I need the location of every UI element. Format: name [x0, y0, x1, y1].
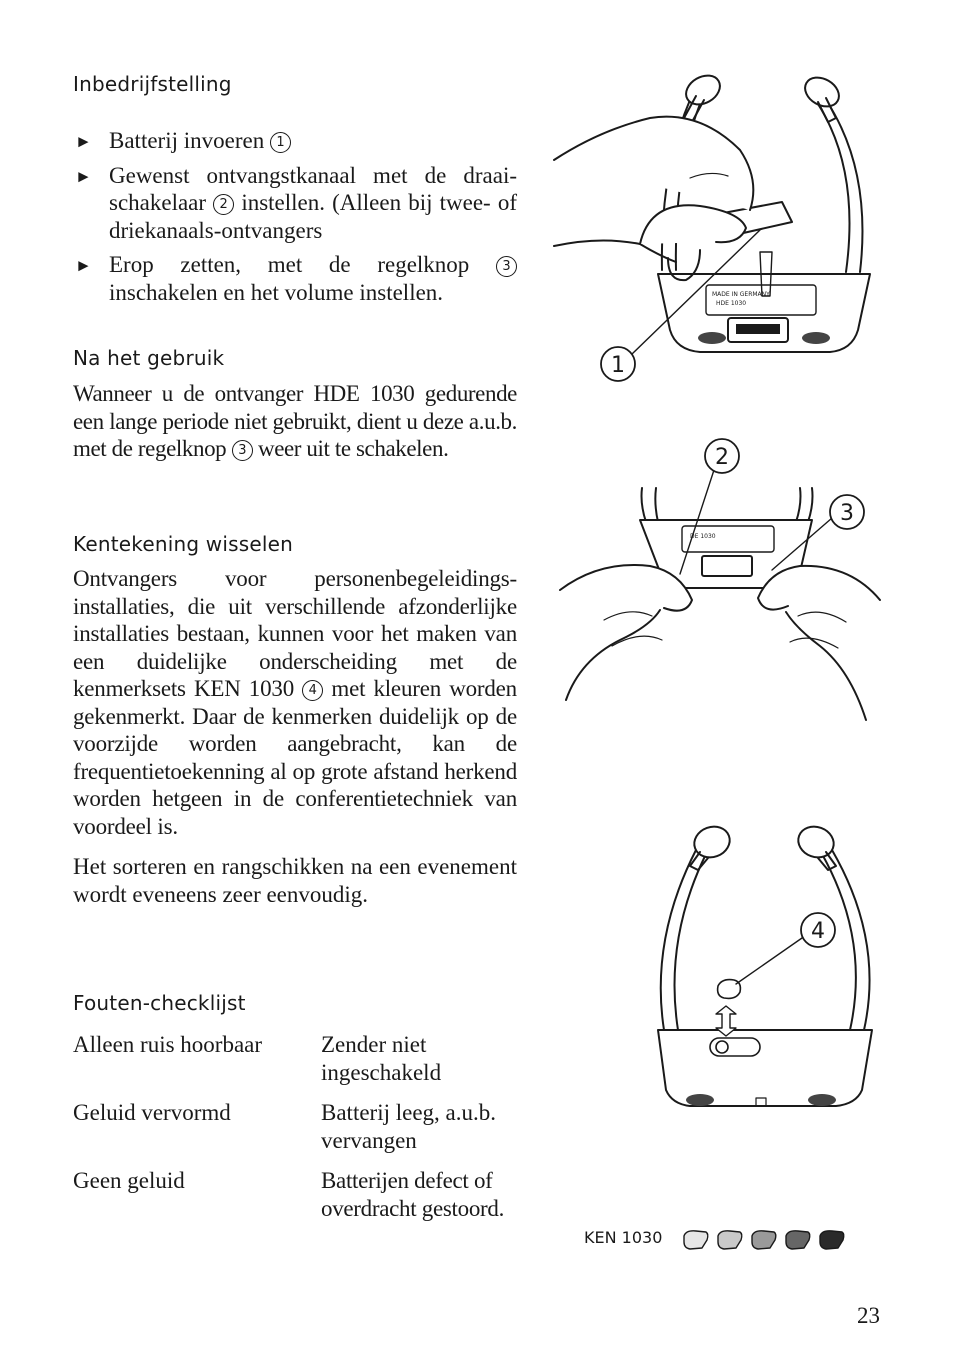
setup-list: [73, 127, 517, 313]
callout-number: 3: [496, 256, 517, 277]
bullet-arrow-icon: ►: [75, 132, 92, 151]
fault-cause: Zender niet ingeschakeld: [321, 1032, 442, 1085]
page-number: 23: [857, 1303, 880, 1328]
ken-color-marker: [786, 1231, 810, 1249]
fault-cause: Batterij leeg, a.u.b. vervangen: [321, 1100, 496, 1153]
callout-label: 1: [611, 353, 625, 378]
heading-marking: Kentekening wisselen: [73, 532, 293, 556]
after-use-paragraph: [73, 380, 517, 463]
callout-number: 1: [270, 132, 291, 153]
after-use-text-post: weer uit te schakelen.: [257, 436, 449, 461]
fault-problem: Geen geluid: [73, 1168, 185, 1193]
ken-color-marker: [752, 1231, 776, 1249]
callout-label: 2: [715, 445, 729, 470]
setup-item: [73, 127, 517, 155]
figure-battery-insert: [554, 70, 870, 381]
marking-paragraph: [73, 565, 517, 840]
earpiece-icon: [690, 822, 734, 870]
bullet-arrow-icon: ►: [75, 166, 92, 186]
fault-problem: Geluid vervormd: [73, 1100, 231, 1125]
marker-icon: [718, 980, 741, 999]
callout-number: 3: [232, 440, 253, 461]
callout-label: 3: [840, 501, 854, 526]
figure-controls: [560, 439, 880, 720]
setup-item-text: Erop zetten, met de regelknop: [109, 252, 470, 277]
setup-item: [73, 251, 517, 306]
ken-color-marker: [684, 1231, 708, 1249]
earpiece-icon: [800, 72, 844, 122]
device-model-label: HDE 1030: [716, 300, 747, 307]
ken-markers: [684, 1231, 844, 1249]
ken-color-marker: [718, 1231, 742, 1249]
setup-item-text-post: inschakelen en het volume instellen.: [109, 279, 444, 305]
bullet-arrow-icon: ►: [75, 256, 92, 275]
marking-paragraph-2: Het sorteren en rangschikken na een evenement wordt eveneens zeer eenvoudig.: [73, 854, 517, 907]
setup-item-text-post: instellen. (Alleen bij twee- of driekanaals-ontvangers: [109, 190, 518, 243]
figure-ken-marker: [658, 822, 872, 1106]
hand-icon: [758, 566, 880, 720]
device-label: MADE IN GERMANY: [712, 291, 770, 298]
marking-text-post: met kleuren worden gekenmerkt. Daar de kenmerken duidelijk op de voorzijde worden aangebracht, kan de frequentietoekenning al op grote afstand herkend worden hetgeen in de conferentietechniek van voordeel is.: [73, 676, 517, 839]
illustrations: [550, 0, 954, 1351]
marking-text: Ontvangers voor personenbegeleidings-installaties, die uit verschillende afzonderlijke installaties bestaan, kunnen voor het maken van een duidelijke onderscheiding met de kenmerksets KEN 1030: [73, 566, 517, 701]
ken-label: KEN 1030: [584, 1228, 663, 1247]
fault-cause: Batterijen defect of overdracht gestoord.: [321, 1168, 505, 1221]
heading-setup: Inbedrijfstelling: [73, 72, 232, 96]
setup-item-text: Batterij invoeren: [109, 128, 265, 153]
after-use-text: Wanneer u de ontvanger HDE 1030 gedurende een lange periode niet gebruikt, dient u deze a.u.b. met de regelknop: [73, 381, 517, 461]
setup-item: [73, 162, 517, 245]
ken-color-marker: [820, 1231, 844, 1249]
fault-problem: Alleen ruis hoorbaar: [73, 1032, 263, 1057]
callout-number: 2: [213, 194, 234, 215]
callout-number: 4: [302, 680, 323, 701]
setup-item-text: Gewenst ontvangstkanaal met de draai-schakelaar: [109, 162, 517, 215]
heading-after-use: Na het gebruik: [73, 346, 225, 370]
earpiece-icon: [794, 822, 838, 870]
heading-faults: Fouten-checklijst: [73, 991, 246, 1015]
callout-label: 4: [811, 919, 825, 944]
hand-icon: [554, 117, 753, 280]
device-model-label: DE 1030: [690, 533, 716, 540]
hand-icon: [560, 565, 692, 700]
earpiece-icon: [681, 70, 725, 122]
